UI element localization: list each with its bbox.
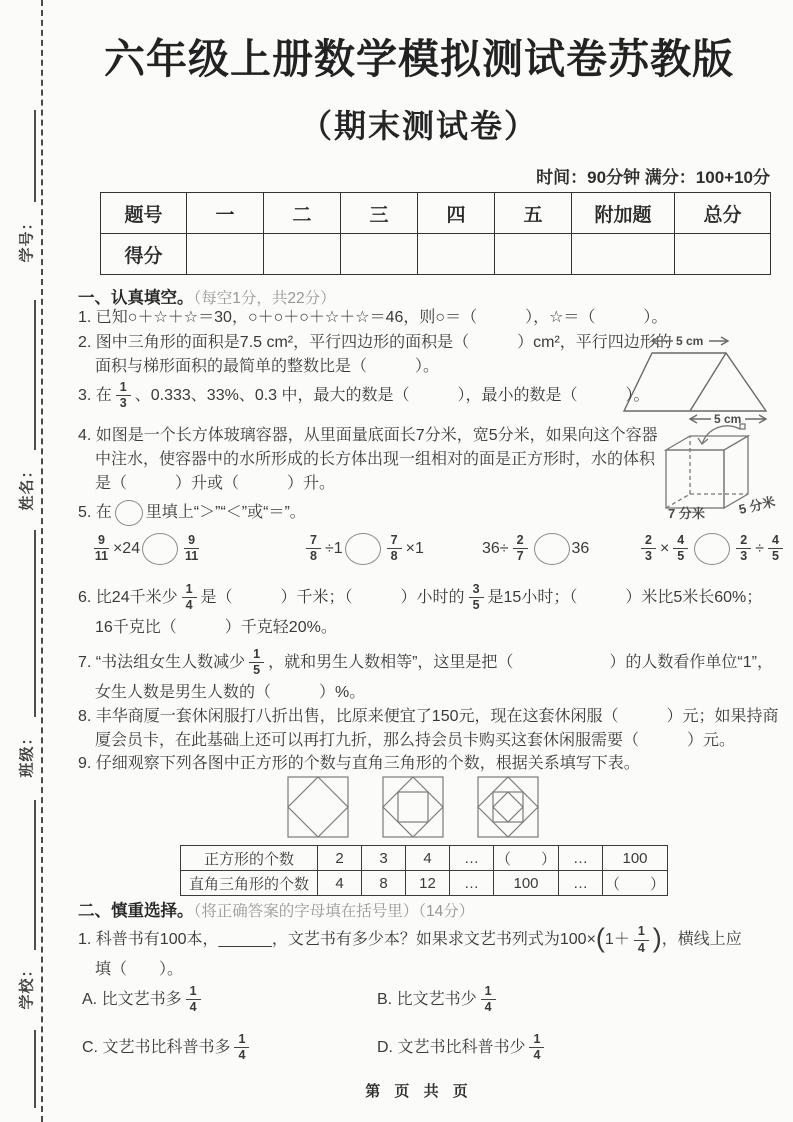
score-header-cell: 附加题 (572, 193, 675, 234)
score-cell (187, 234, 264, 275)
school-write-line (34, 800, 36, 950)
pour-arrow (702, 426, 740, 444)
student-id-write-line (34, 110, 36, 202)
cuboid-container-figure (652, 418, 792, 520)
option-a: A. 比文艺书多 $\frac{1}{4}$ (82, 983, 377, 1017)
pattern-row-label: 正方形的个数 (181, 846, 318, 871)
question-1-text: 1. 已知○＋☆＋☆＝30，○＋○＋○＋☆＋☆＝46，则○＝（ ），☆＝（ ）。 (78, 309, 668, 326)
nested-squares-figures (287, 776, 539, 838)
footer-page-label: 第 页 共 页 (365, 1083, 473, 1100)
pattern-cell: （ ） (603, 871, 668, 896)
student-id-label: 学号： (18, 214, 36, 263)
section-2-note: （将正确答案的字母填在括号里）（14分） (193, 903, 475, 920)
pattern-cell: 100 (494, 871, 559, 896)
option-d: D. 文艺书比科普书少 $\frac{1}{4}$ (377, 1031, 742, 1065)
pattern-table-row-triangles (181, 871, 668, 896)
pattern-cell: 4 (318, 871, 362, 896)
section-2-title: 二、慎重选择。 (78, 902, 194, 920)
score-table-score-row (101, 234, 771, 275)
pattern-cell: … (450, 846, 494, 871)
pattern-table-row-squares (181, 846, 668, 871)
exam-page (62, 0, 784, 1122)
margin-dashed-line (41, 0, 43, 1122)
nested-squares-figure-2 (382, 776, 444, 838)
score-cell (341, 234, 418, 275)
question-4 (78, 424, 658, 496)
question-3-text: 3. 在 $\frac{1}{3}$ 、0.333、33%、0.3 中，最大的数是（ ），最小的数是（ ）。 (78, 379, 650, 411)
pattern-cell: 8 (362, 871, 406, 896)
cuboid-width-label: 5 分米 (737, 494, 777, 517)
score-row-label: 得分 (101, 234, 187, 275)
school-write-line-2 (34, 1030, 36, 1108)
page-subtitle: （期末测试卷） (299, 108, 538, 144)
question-7-line-2: 女生人数是男生人数的（ ）%。 (95, 684, 366, 701)
question-4-line-3: 是（ ）升或（ ）升。 (95, 475, 336, 492)
question-1 (78, 306, 667, 330)
question-4-line-2: 中注水，使容器中的水所形成的长方体出现一组相对的面是正方形时，水的体积 (95, 451, 656, 468)
s2-question-1-line-2: 填（ ）。 (95, 961, 184, 979)
question-6-line-2: 16千克比（ ）千克轻20%。 (95, 619, 337, 636)
question-3 (78, 378, 650, 414)
question-5-intro: 5. 在 里填上“＞”“＜”或“＝”。 (78, 495, 306, 531)
pattern-cell: 12 (406, 871, 450, 896)
question-8-line-1: 8. 丰华商厦一套休闲服打八折出售，比原来便宜了150元，现在这套休闲服（ ）元；如果持商 (78, 708, 779, 725)
comparison-expression-4: $\frac{2}{3}$ × $\frac{4}{5}$ $\frac{2}{3}$ ÷ $\frac{4}{5}$ (637, 524, 787, 574)
pattern-table (180, 845, 668, 896)
answer-options (82, 983, 742, 1065)
question-9-text: 9. 仔细观察下列各图中正方形的个数与直角三角形的个数，根据关系填写下表。 (78, 755, 640, 772)
score-cell (495, 234, 572, 275)
score-header-cell: 一 (187, 193, 264, 234)
score-header-cell: 总分 (675, 193, 771, 234)
question-7 (78, 645, 773, 705)
class-label: 班级： (18, 729, 36, 778)
score-header-cell: 二 (264, 193, 341, 234)
score-header-cell: 五 (495, 193, 572, 234)
question-8 (78, 705, 779, 753)
pattern-cell: … (559, 871, 603, 896)
score-header-cell: 三 (341, 193, 418, 234)
comparison-expression-2: $\frac{7}{8}$ ÷1 $\frac{7}{8}$ ×1 (302, 524, 424, 574)
cuboid-length-label: 7 分米 (668, 506, 705, 520)
nested-squares-figure-1 (287, 776, 349, 838)
question-2-line-2: 面积与梯形面积的最简单的整数比是（ ）。 (95, 358, 440, 375)
question-7-line-1: 7. “书法组女生人数减少 $\frac{1}{5}$ ，就和男生人数相等”，这里是把（ ）的人数看作单位“1”， (78, 646, 773, 678)
section-1-title: 一、认真填空。 (78, 289, 194, 307)
question-6-line-1: 6. 比24千米少 $\frac{1}{4}$ 是（ ）千米；（ ）小时的 $\frac{3}{5}$ 是15小时；（ ）米比5米长60%； (78, 581, 763, 613)
option-b: B. 比文艺书少 $\frac{1}{4}$ (377, 983, 742, 1017)
trapezoid-bottom-dimension: 5 cm (714, 412, 742, 424)
pattern-cell: （ ） (494, 846, 559, 871)
section-1-heading (78, 284, 336, 308)
score-cell (675, 234, 771, 275)
name-write-line (34, 300, 36, 450)
pattern-cell: 3 (362, 846, 406, 871)
section-1-note: （每空1分，共22分） (193, 290, 336, 307)
score-cell (418, 234, 495, 275)
trapezoid-top-dimension: 5 cm (676, 334, 704, 348)
section-2-heading (78, 897, 474, 921)
nested-squares-figure-3 (477, 776, 539, 838)
score-table-header-row (101, 193, 771, 234)
score-header-cell: 四 (418, 193, 495, 234)
pattern-cell: … (450, 871, 494, 896)
pattern-cell: 100 (603, 846, 668, 871)
question-9 (78, 752, 640, 776)
comparison-expression-1: $\frac{9}{11}$ ×24 $\frac{9}{11}$ (94, 532, 199, 564)
question-4-line-1: 4. 如图是一个长方体玻璃容器，从里面量底面长7分米，宽5分米，如果向这个容器 (78, 427, 658, 444)
score-cell (572, 234, 675, 275)
page-title: 六年级上册数学模拟测试卷苏教版 (104, 36, 734, 82)
pattern-row-label: 直角三角形的个数 (181, 871, 318, 896)
option-c: C. 文艺书比科普书多 $\frac{1}{4}$ (82, 1031, 377, 1065)
question-2-line-1: 2. 图中三角形的面积是7.5 cm²，平行四边形的面积是（ ）cm²，平行四边形的 (78, 334, 672, 351)
pattern-cell: … (559, 846, 603, 871)
score-table (100, 192, 771, 275)
score-cell (264, 234, 341, 275)
question-2 (78, 331, 672, 379)
score-header-cell: 题号 (101, 193, 187, 234)
question-5-expressions (78, 524, 784, 578)
question-8-line-2: 厦会员卡，在此基础上还可以再打九折，那么持会员卡购买这套休闲服需要（ ）元。 (95, 732, 736, 749)
pattern-cell: 4 (406, 846, 450, 871)
class-write-line (34, 530, 36, 717)
s2-question-1-line-1: 1. 科普书有100本，______，文艺书有多少本？如果求文艺书列式为100×(1＋ $\frac{1}{4}$ )，横线上应 (78, 923, 742, 955)
pattern-cell: 2 (318, 846, 362, 871)
question-6 (78, 580, 762, 640)
exam-meta: 时间：90分钟 满分：100+10分 (536, 168, 770, 187)
school-label: 学校： (18, 961, 36, 1010)
comparison-expression-3: 36÷ $\frac{2}{7}$ 36 (482, 532, 590, 564)
name-label: 姓名： (18, 462, 36, 511)
section-2-question-1 (78, 922, 742, 982)
